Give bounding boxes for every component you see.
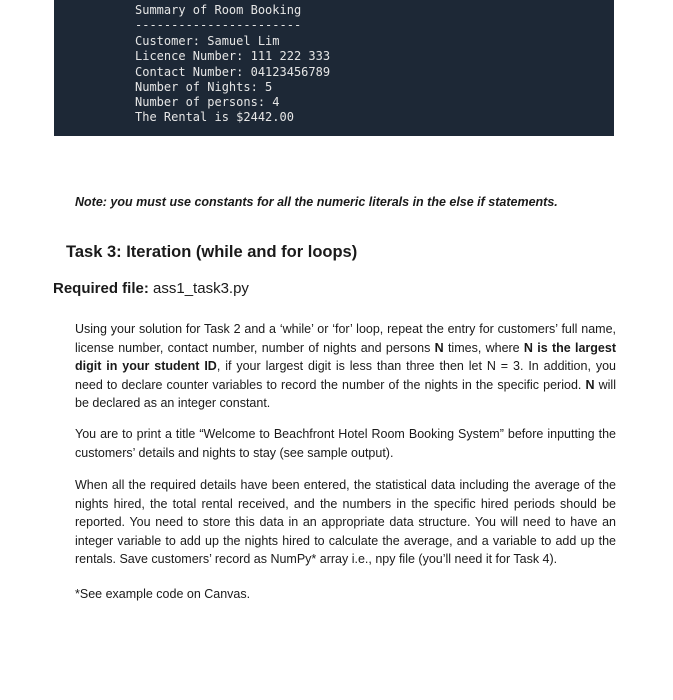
text-bold: N [585, 377, 595, 392]
text-bold: N [434, 340, 444, 355]
required-file-label: Required file: [53, 280, 149, 297]
console-line: Summary of Room Booking [135, 3, 302, 17]
console-line: The Rental is $2442.00 [135, 110, 294, 124]
console-line: Customer: Samuel Lim [135, 34, 280, 48]
text-bold: N is the largest digit in your student ID [75, 340, 616, 374]
console-line: Number of Nights: 5 [135, 80, 273, 94]
required-file [53, 280, 249, 297]
required-file-name: ass1_task3.py [148, 280, 249, 297]
text-span: will be declared as an integer constant. [75, 377, 616, 411]
paragraph-loop-instructions [75, 320, 616, 413]
console-line: Contact Number: 04123456789 [135, 65, 331, 79]
text-span: , if your largest digit is less than three then let N = 3. In addition, you need to declare counter variables to record the number of the nights in the specific period. [75, 359, 616, 392]
constants-note: Note: you must use constants for all the numeric literals in the else if statements. [75, 195, 558, 209]
console-line: ----------------------- [135, 18, 302, 32]
console-line: Number of persons: 4 [135, 95, 280, 109]
text-span: Using your solution for Task 2 and a ‘while’ or ‘for’ loop, repeat the entry for customers’ full name, license number, contact number, number of nights and persons [75, 322, 616, 355]
paragraph-statistics: When all the required details have been entered, the statistical data including the average of the nights hired, the total rental received, and the numbers in the specific hired periods should be reported. You need to store this data in an appropriate data structure. You will need to have an integer variable to add up the nights hired to calculate the average, and a variable to add up the rentals. Save customers’ record as NumPy* array i.e., npy file (you’ll need it for Task 4). [75, 478, 616, 567]
text-span: times, where [443, 340, 524, 355]
paragraph-canvas-note: *See example code on Canvas. [75, 587, 251, 601]
task-heading: Task 3: Iteration (while and for loops) [66, 243, 358, 261]
console-line: Licence Number: 111 222 333 [135, 49, 331, 63]
paragraph-title-print: You are to print a title “Welcome to Beachfront Hotel Room Booking System” before inputting the customers’ details and nights to stay (see sample output). [75, 427, 616, 460]
